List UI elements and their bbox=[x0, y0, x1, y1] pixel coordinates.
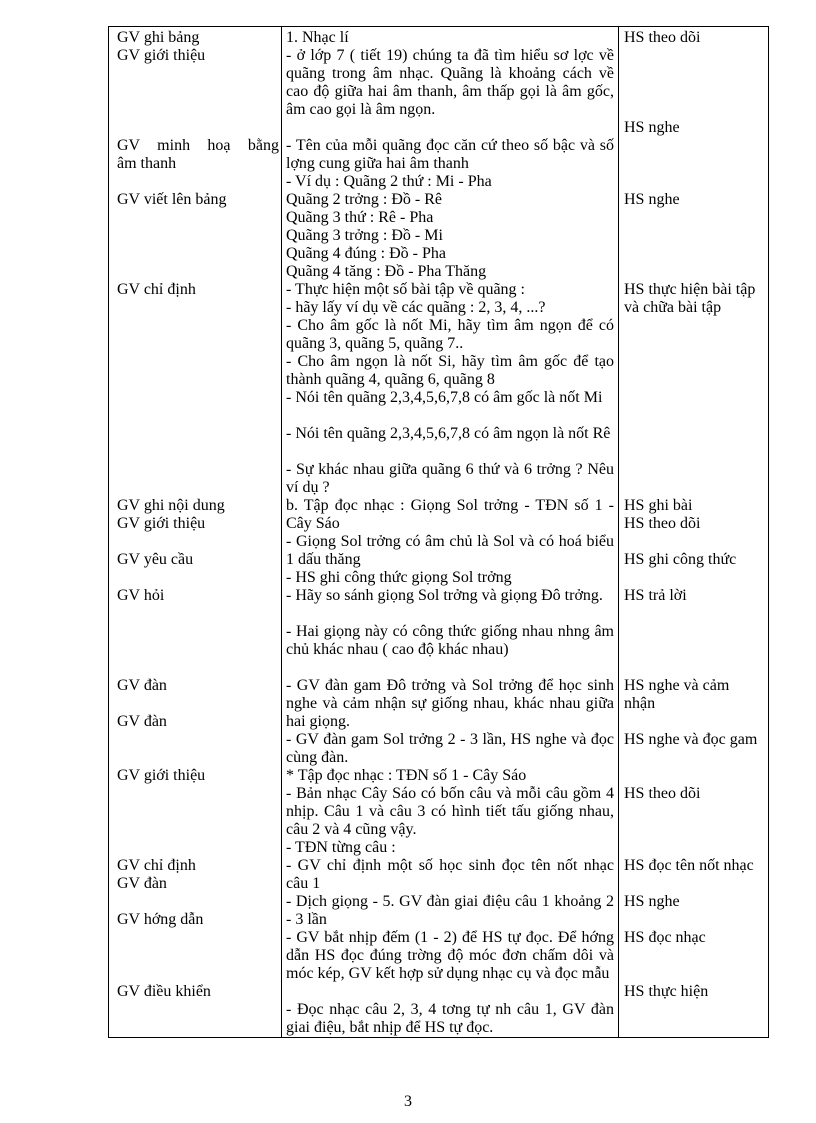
student-activity-column bbox=[618, 29, 768, 1037]
lesson-content-paragraph: - Cho âm gốc là nốt Mi, hãy tìm âm ngọn để có quãng 3, quãng 5, quãng 7.. bbox=[286, 317, 614, 352]
lesson-content-paragraph: * Tập đọc nhạc : TĐN số 1 - Cây Sáo bbox=[286, 767, 527, 784]
student-activity: HS nghe bbox=[624, 893, 680, 910]
student-activity: HS ghi bài bbox=[624, 497, 693, 514]
student-activity: HS theo dõi bbox=[624, 515, 701, 532]
lesson-content-paragraph: Quãng 4 đúng : Đồ - Pha bbox=[286, 245, 446, 262]
student-activity: HS theo dõi bbox=[624, 29, 701, 46]
lesson-content-paragraph: - Giọng Sol trởng có âm chủ là Sol và có hoá biểu 1 dấu thăng bbox=[286, 533, 614, 568]
lesson-content-paragraph: Quãng 2 trởng : Đồ - Rê bbox=[286, 191, 442, 208]
teacher-activity: GV giới thiệu bbox=[117, 515, 206, 532]
lesson-content-paragraph: - Cho âm ngọn là nốt Si, hãy tìm âm gốc để tạo thành quãng 4, quãng 6, quãng 8 bbox=[286, 353, 614, 388]
student-activity: HS ghi công thức bbox=[624, 551, 737, 568]
teacher-activity: GV điều khiển bbox=[117, 983, 211, 1000]
teacher-activity: GV chỉ định bbox=[117, 857, 196, 874]
teacher-activity: GV chỉ định bbox=[117, 281, 196, 298]
lesson-content-paragraph: - Hai giọng này có công thức giống nhau nhng âm chủ khác nhau ( cao độ khác nhau) bbox=[286, 623, 614, 658]
lesson-content-paragraph: - GV chỉ định một số học sinh đọc tên nốt nhạc câu 1 bbox=[286, 857, 614, 892]
teacher-activity: GV giới thiệu bbox=[117, 47, 206, 64]
teacher-activity: âm thanh bbox=[117, 155, 177, 172]
student-activity: HS đọc nhạc bbox=[624, 929, 706, 946]
lesson-table bbox=[108, 26, 769, 1038]
lesson-content-paragraph: Quãng 3 trởng : Đồ - Mi bbox=[286, 227, 443, 244]
lesson-content-paragraph: - Nói tên quãng 2,3,4,5,6,7,8 có âm ngọn là nốt Rê bbox=[286, 425, 611, 442]
lesson-content-paragraph: - Bản nhạc Cây Sáo có bốn câu và mỗi câu gồm 4 nhịp. Câu 1 và câu 3 có hình tiết tấu giống nhau, câu 2 và 4 cũng vậy. bbox=[286, 785, 614, 838]
teacher-activity: GV đàn bbox=[117, 713, 167, 730]
lesson-content-paragraph: - GV bắt nhịp đếm (1 - 2) để HS tự đọc. Để hớng dẫn HS đọc đúng trờng độ móc đơn chấm dôi và móc kép, GV kết hợp sử dụng nhạc cụ và đọc mẫu bbox=[286, 929, 614, 982]
teacher-activity: GV giới thiệu bbox=[117, 767, 206, 784]
lesson-content-paragraph: - HS ghi công thức giọng Sol trởng bbox=[286, 569, 512, 586]
lesson-content-paragraph: - Đọc nhạc câu 2, 3, 4 tơng tự nh câu 1, GV đàn giai điệu, bắt nhịp để HS tự đọc. bbox=[286, 1001, 614, 1036]
lesson-content-column bbox=[281, 29, 618, 1037]
lesson-content-paragraph: - Hãy so sánh giọng Sol trởng và giọng Đô trởng. bbox=[286, 587, 603, 604]
lesson-content-paragraph: - GV đàn gam Đô trởng và Sol trởng để học sinh nghe và cảm nhận sự giống nhau, khác nhau giữa hai giọng. bbox=[286, 677, 614, 730]
student-activity: HS thực hiện bài tập và chữa bài tập bbox=[624, 281, 756, 316]
student-activity: HS nghe và cảm nhận bbox=[624, 677, 730, 712]
teacher-activity: GV yêu cầu bbox=[117, 551, 194, 568]
teacher-activity: GV ghi bảng bbox=[117, 29, 200, 46]
teacher-activity: GV đàn bbox=[117, 677, 167, 694]
teacher-activity: GV đàn bbox=[117, 875, 167, 892]
lesson-content-paragraph: - Sự khác nhau giữa quãng 6 thứ và 6 trởng ? Nêu ví dụ ? bbox=[286, 461, 614, 496]
student-activity: HS nghe và đọc gam bbox=[624, 731, 758, 748]
student-activity: HS đọc tên nốt nhạc bbox=[624, 857, 754, 874]
lesson-content-paragraph: - Thực hiện một số bài tập về quãng : bbox=[286, 281, 525, 298]
lesson-content-paragraph: - Nói tên quãng 2,3,4,5,6,7,8 có âm gốc là nốt Mi bbox=[286, 389, 603, 406]
lesson-content-paragraph: - ở lớp 7 ( tiết 19) chúng ta đã tìm hiểu sơ lợc về quãng trong âm nhạc. Quãng là khoảng cách về cao độ giữa hai âm thanh, âm thấp gọi là âm gốc, âm cao gọi là âm ngọn. bbox=[286, 47, 614, 118]
student-activity: HS nghe bbox=[624, 191, 680, 208]
lesson-content-paragraph: - Dịch giọng - 5. GV đàn giai điệu câu 1 khoảng 2 - 3 lần bbox=[286, 893, 614, 928]
teacher-activity-column bbox=[109, 29, 281, 1037]
student-activity: HS nghe bbox=[624, 119, 680, 136]
lesson-content-paragraph: Quãng 4 tăng : Đồ - Pha Thăng bbox=[286, 263, 487, 280]
student-activity: HS theo dõi bbox=[624, 785, 701, 802]
page-number: 3 bbox=[404, 1093, 412, 1110]
teacher-activity: GV viết lên bảng bbox=[117, 191, 227, 208]
teacher-activity: GV hỏi bbox=[117, 587, 165, 604]
lesson-content-paragraph: - Ví dụ : Quãng 2 thứ : Mi - Pha bbox=[286, 173, 492, 190]
lesson-content-paragraph: b. Tập đọc nhạc : Giọng Sol trởng - TĐN số 1 - Cây Sáo bbox=[286, 497, 614, 532]
lesson-content-paragraph: - TĐN từng câu : bbox=[286, 839, 396, 856]
lesson-content-paragraph: - GV đàn gam Sol trởng 2 - 3 lần, HS nghe và đọc cùng đàn. bbox=[286, 731, 614, 766]
teacher-activity: GV hớng dẫn bbox=[117, 911, 204, 928]
lesson-content-paragraph: 1. Nhạc lí bbox=[286, 29, 349, 46]
teacher-activity: GV ghi nội dung bbox=[117, 497, 225, 514]
lesson-content-paragraph: - Tên của mỗi quãng đọc căn cứ theo số bậc và số lợng cung giữa hai âm thanh bbox=[286, 137, 614, 172]
lesson-content-paragraph: Quãng 3 thứ : Rê - Pha bbox=[286, 209, 434, 226]
lesson-content-paragraph: - hãy lấy ví dụ về các quãng : 2, 3, 4, ...? bbox=[286, 299, 546, 316]
teacher-activity: GV minh hoạ bằng bbox=[117, 137, 279, 154]
student-activity: HS trả lời bbox=[624, 587, 687, 604]
student-activity: HS thực hiện bbox=[624, 983, 709, 1000]
